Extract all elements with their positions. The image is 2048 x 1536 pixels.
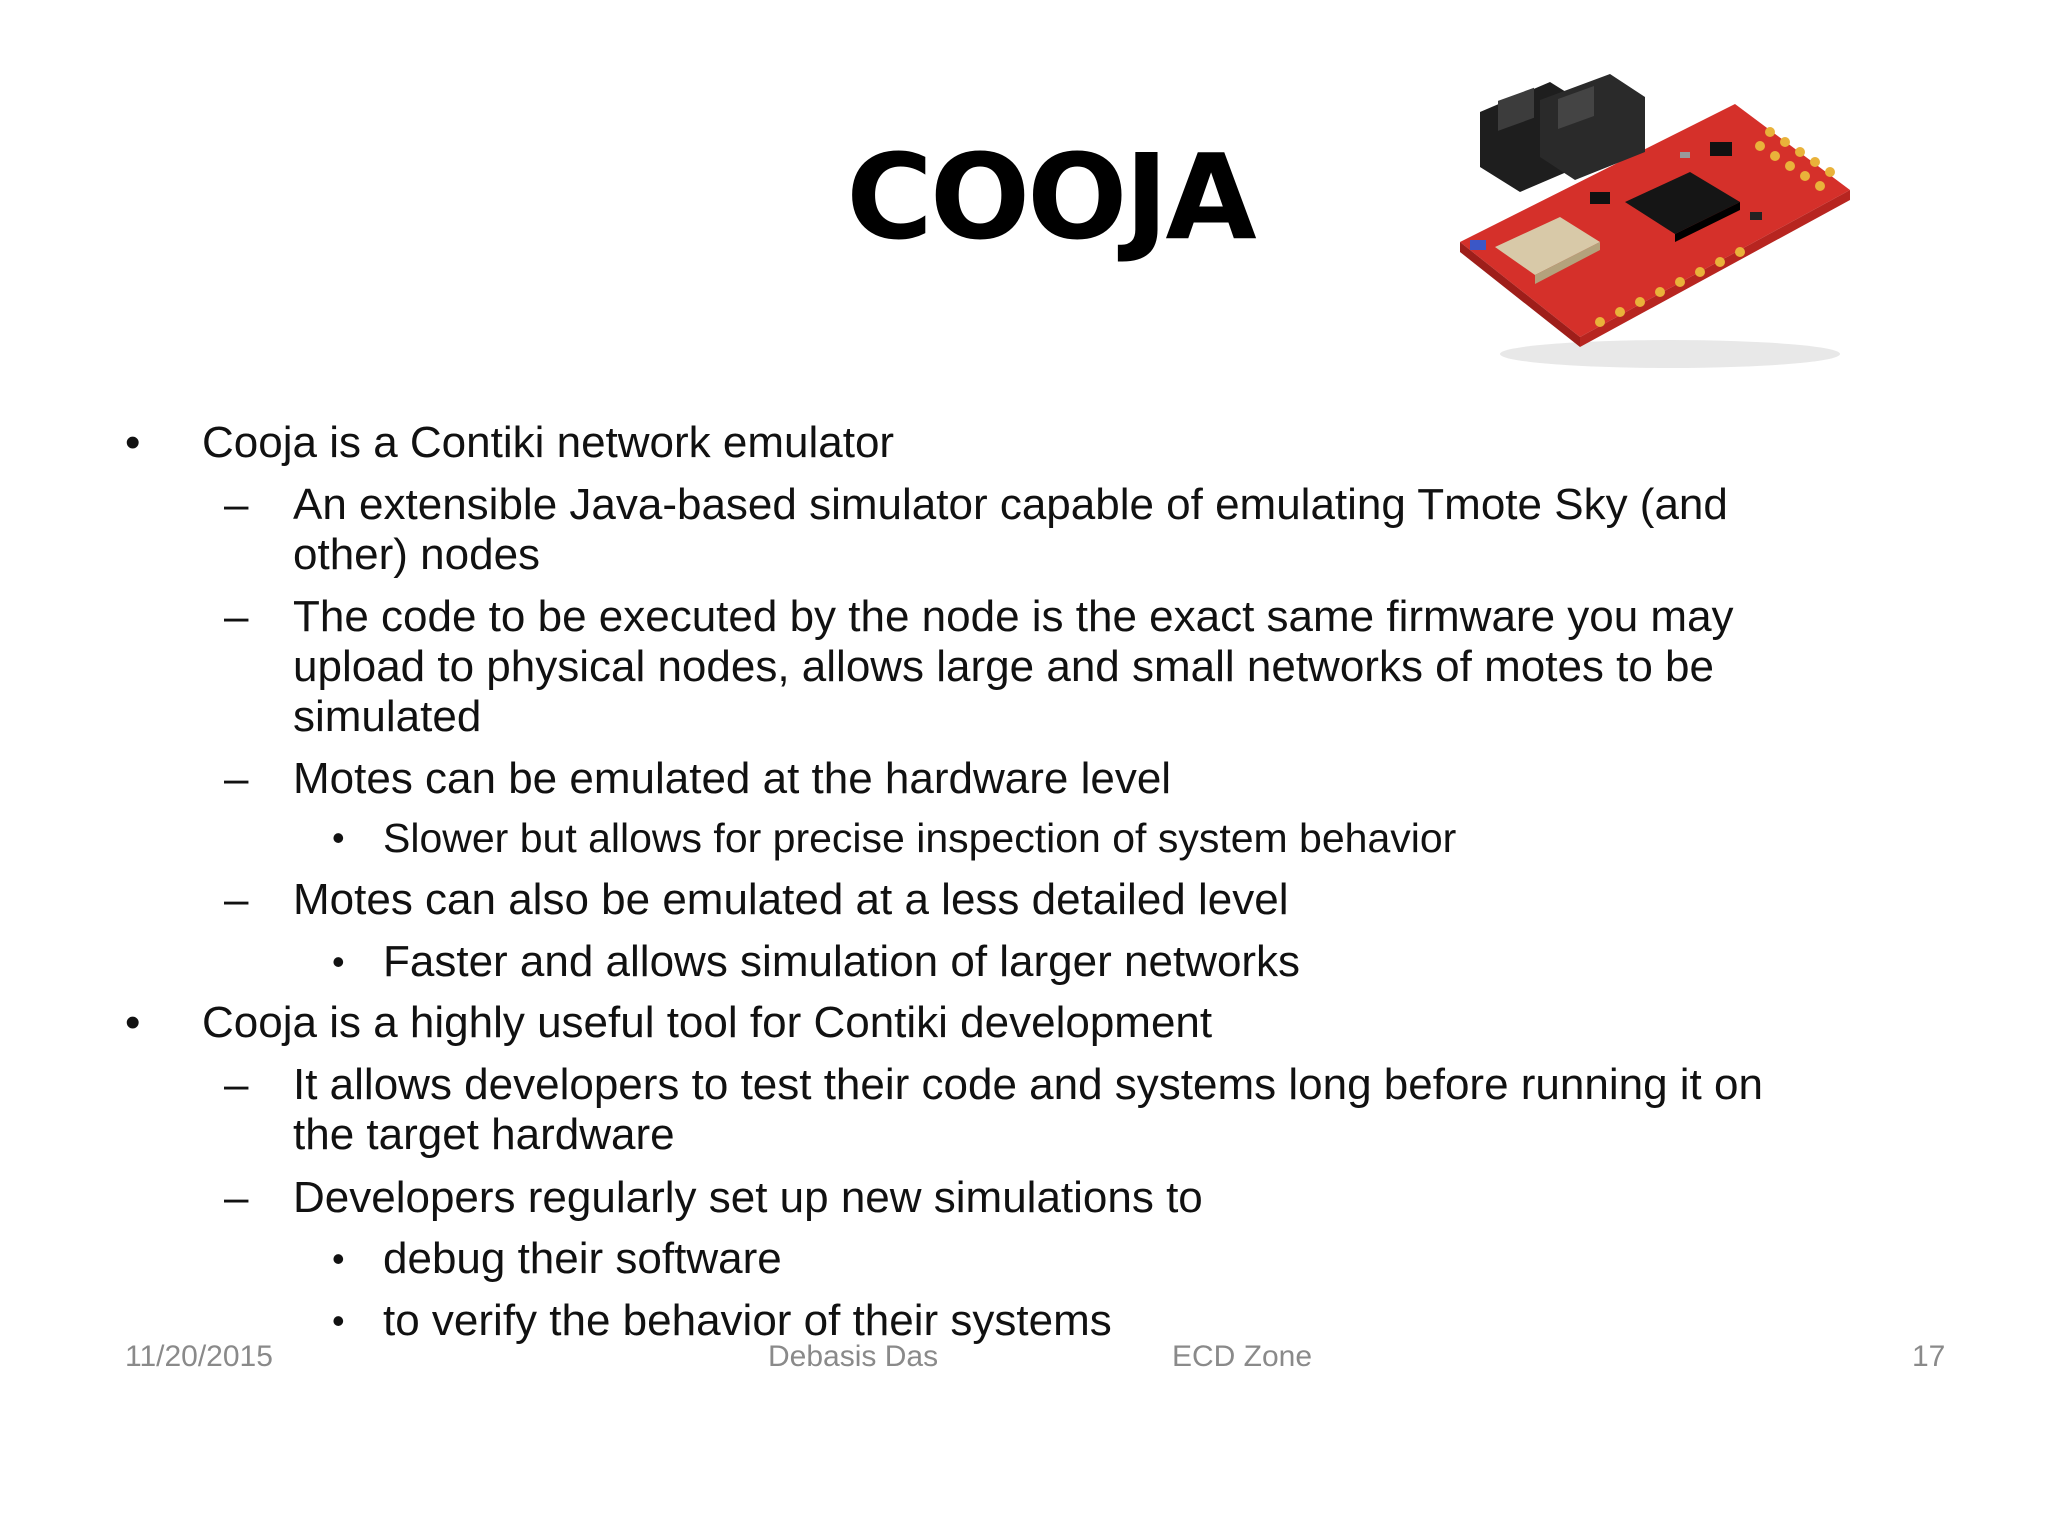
- bullet-text: It allows developers to test their code and systems long before running it on: [293, 1060, 1763, 1109]
- footer-date: 11/20/2015: [125, 1340, 273, 1373]
- bullet-dot-icon: •: [332, 817, 345, 858]
- bullet-text: Slower but allows for precise inspection of system behavior: [383, 815, 1457, 861]
- bullet-text: Motes can be emulated at the hardware level: [293, 754, 1172, 803]
- bullet-text: Cooja is a Contiki network emulator: [202, 418, 895, 467]
- bullet-dot-icon: •: [332, 1300, 345, 1341]
- bullet-dot-icon: •: [125, 418, 141, 467]
- dash-icon: –: [224, 592, 249, 641]
- bullet-dot-icon: •: [332, 1238, 345, 1279]
- dash-icon: –: [224, 1173, 249, 1222]
- bullet-text: simulated: [293, 692, 482, 741]
- bullet-text: upload to physical nodes, allows large and small networks of motes to be: [293, 642, 1714, 691]
- slide-title: COOJA: [846, 128, 1254, 266]
- bullet-text: Cooja is a highly useful tool for Contiki development: [202, 998, 1213, 1047]
- dash-icon: –: [224, 754, 249, 803]
- bullet-text: debug their software: [383, 1234, 782, 1283]
- dash-icon: –: [224, 480, 249, 529]
- footer-author: Debasis Das: [768, 1340, 939, 1373]
- bullet-text: to verify the behavior of their systems: [383, 1296, 1112, 1345]
- dash-icon: –: [224, 1060, 249, 1109]
- dash-icon: –: [224, 875, 249, 924]
- bullet-text: The code to be executed by the node is the exact same firmware you may: [293, 592, 1734, 641]
- bullet-text: Faster and allows simulation of larger networks: [383, 937, 1301, 986]
- bullet-text: the target hardware: [293, 1110, 675, 1159]
- bullet-text: An extensible Java-based simulator capable of emulating Tmote Sky (and: [293, 480, 1728, 529]
- bullet-text: Motes can also be emulated at a less detailed level: [293, 875, 1289, 924]
- bullet-text: other) nodes: [293, 530, 541, 579]
- bullet-dot-icon: •: [125, 998, 141, 1047]
- pcb-board-icon: [1440, 72, 1860, 372]
- footer-zone: ECD Zone: [1172, 1340, 1313, 1373]
- bullet-dot-icon: •: [332, 941, 345, 982]
- bullet-text: Developers regularly set up new simulations to: [293, 1173, 1203, 1222]
- page-number: 17: [1912, 1340, 1946, 1373]
